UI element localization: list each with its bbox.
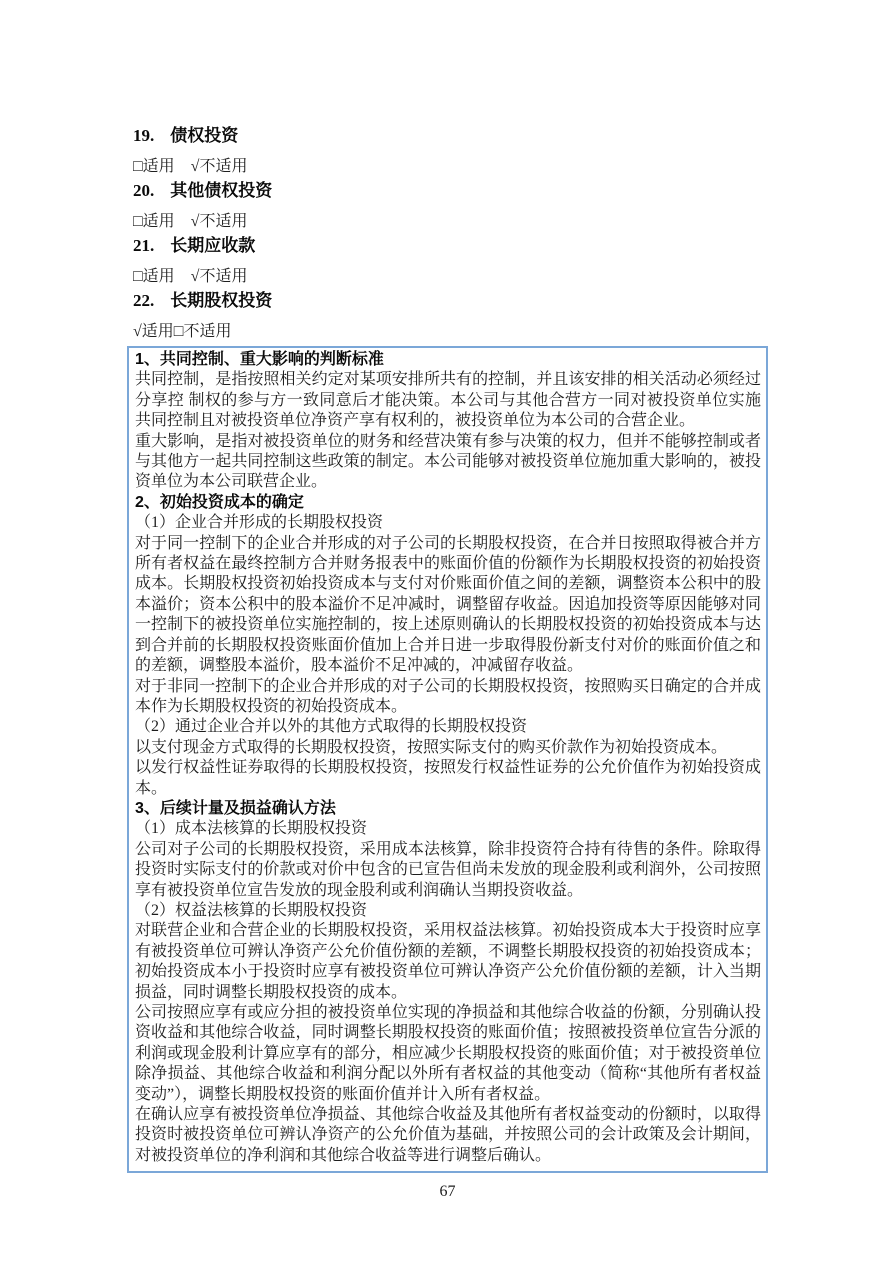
policy-section-heading: 3、后续计量及损益确认方法	[135, 799, 336, 817]
policy-paragraph: 重大影响，是指对被投资单位的财务和经营决策有参与决策的权力，但并不能够控制或者与其他方一起共同控制这些政策的制定。本公司能够对被投资单位施加重大影响的，被投资单位为本公司联营企业。	[135, 432, 761, 491]
applicability-line: □适用 √不适用	[133, 268, 248, 285]
disclosure-item	[133, 126, 768, 176]
applicability-line: □适用 √不适用	[133, 158, 248, 175]
page-content	[127, 126, 768, 1202]
item-heading	[133, 126, 768, 145]
item-heading	[133, 181, 768, 200]
policy-paragraph: （2）权益法核算的长期股权投资	[135, 901, 368, 919]
item-title: 债权投资	[170, 126, 239, 145]
policy-paragraph: 在确认应享有被投资单位净损益、其他综合收益及其他所有者权益变动的份额时，以取得投资时被投资单位可辨认净资产的公允价值为基础，并按照公司的会计政策及会计期间，对被投资单位的净利润和其他综合收益等进行调整后确认。	[135, 1106, 761, 1164]
disclosure-item	[133, 181, 768, 231]
policy-paragraph: 对于同一控制下的企业合并形成的对子公司的长期股权投资，在合并日按照取得被合并方所有者权益在最终控制方合并财务报表中的账面价值的份额作为长期股权投资的初始投资成本。长期股权投资初始投资成本与支付对价账面价值之间的差额，调整资本公积中的股本溢价；资本公积中的股本溢价不足冲减时，调整留存收益。因追加投资等原因能够对同一控制下的被投资单位实施控制的，按上述原则确认的长期股权投资的初始投资成本与达到合并前的长期股权投资账面价值加上合并日进一步取得股份新支付对价的账面价值之和的差额，调整股本溢价，股本溢价不足冲减的，冲减留存收益。	[135, 534, 761, 675]
policy-paragraph: 对联营企业和合营企业的长期股权投资，采用权益法核算。初始投资成本大于投资时应享有被投资单位可辨认净资产公允价值份额的差额，不调整长期股权投资的初始投资成本；初始投资成本小于投资时应享有被投资单位可辨认净资产公允价值份额的差额，计入当期损益，同时调整长期股权投资的成本。	[135, 922, 761, 1001]
policy-paragraph: 以发行权益性证券取得的长期股权投资，按照发行权益性证券的公允价值作为初始投资成本。	[135, 759, 761, 797]
policy-paragraph: 公司对子公司的长期股权投资，采用成本法核算，除非投资符合持有待售的条件。除取得投资时实际支付的价款或对价中包含的已宣告但尚未发放的现金股利或利润外，公司按照享有被投资单位宣告发放的现金股利或利润确认当期投资收益。	[135, 840, 761, 899]
policy-section-heading: 1、共同控制、重大影响的判断标准	[135, 351, 384, 368]
applicability-line: □适用 √不适用	[133, 213, 248, 230]
item-number: 21.	[133, 236, 155, 255]
applicability-line: √适用□不适用	[133, 323, 232, 340]
item-number: 20.	[133, 181, 155, 200]
item-title: 长期股权投资	[170, 291, 273, 310]
item-number: 19.	[133, 126, 155, 145]
item-title: 其他债权投资	[170, 181, 273, 200]
accounting-policy-box	[127, 346, 768, 1173]
policy-paragraph: 对于非同一控制下的企业合并形成的对子公司的长期股权投资，按照购买日确定的合并成本作为长期股权投资的初始投资成本。	[135, 677, 761, 715]
item-title: 长期应收款	[170, 236, 256, 255]
disclosure-item	[133, 291, 768, 341]
item-heading	[133, 236, 768, 255]
item-number: 22.	[133, 291, 155, 310]
policy-paragraph: （1）成本法核算的长期股权投资	[135, 820, 368, 838]
policy-paragraph: （1）企业合并形成的长期股权投资	[135, 514, 384, 532]
page-number: 67	[439, 1183, 456, 1201]
policy-paragraph: 以支付现金方式取得的长期股权投资，按照实际支付的购买价款作为初始投资成本。	[135, 738, 728, 756]
disclosure-item	[133, 236, 768, 286]
policy-paragraph: （2）通过企业合并以外的其他方式取得的长期股权投资	[135, 718, 528, 736]
policy-paragraph: 共同控制，是指按照相关约定对某项安排所共有的控制，并且该安排的相关活动必须经过分享控 制权的参与方一致同意后才能决策。本公司与其他合营方一同对被投资单位实施共同控制且对被投资单位净资产享有权利的，被投资单位为本公司的合营企业。	[135, 371, 761, 430]
disclosure-items-list	[127, 126, 768, 341]
item-heading	[133, 291, 768, 310]
policy-section-heading: 2、初始投资成本的确定	[135, 493, 304, 511]
policy-paragraph: 公司按照应享有或应分担的被投资单位实现的净损益和其他综合收益的份额，分别确认投资收益和其他综合收益，同时调整长期股权投资的账面价值；按照被投资单位宣告分派的利润或现金股利计算应享有的部分，相应减少长期股权投资的账面价值；对于被投资单位除净损益、其他综合收益和利润分配以外所有者权益的其他变动（简称“其他所有者权益变动”），调整长期股权投资的账面价值并计入所有者权益。	[135, 1004, 761, 1103]
